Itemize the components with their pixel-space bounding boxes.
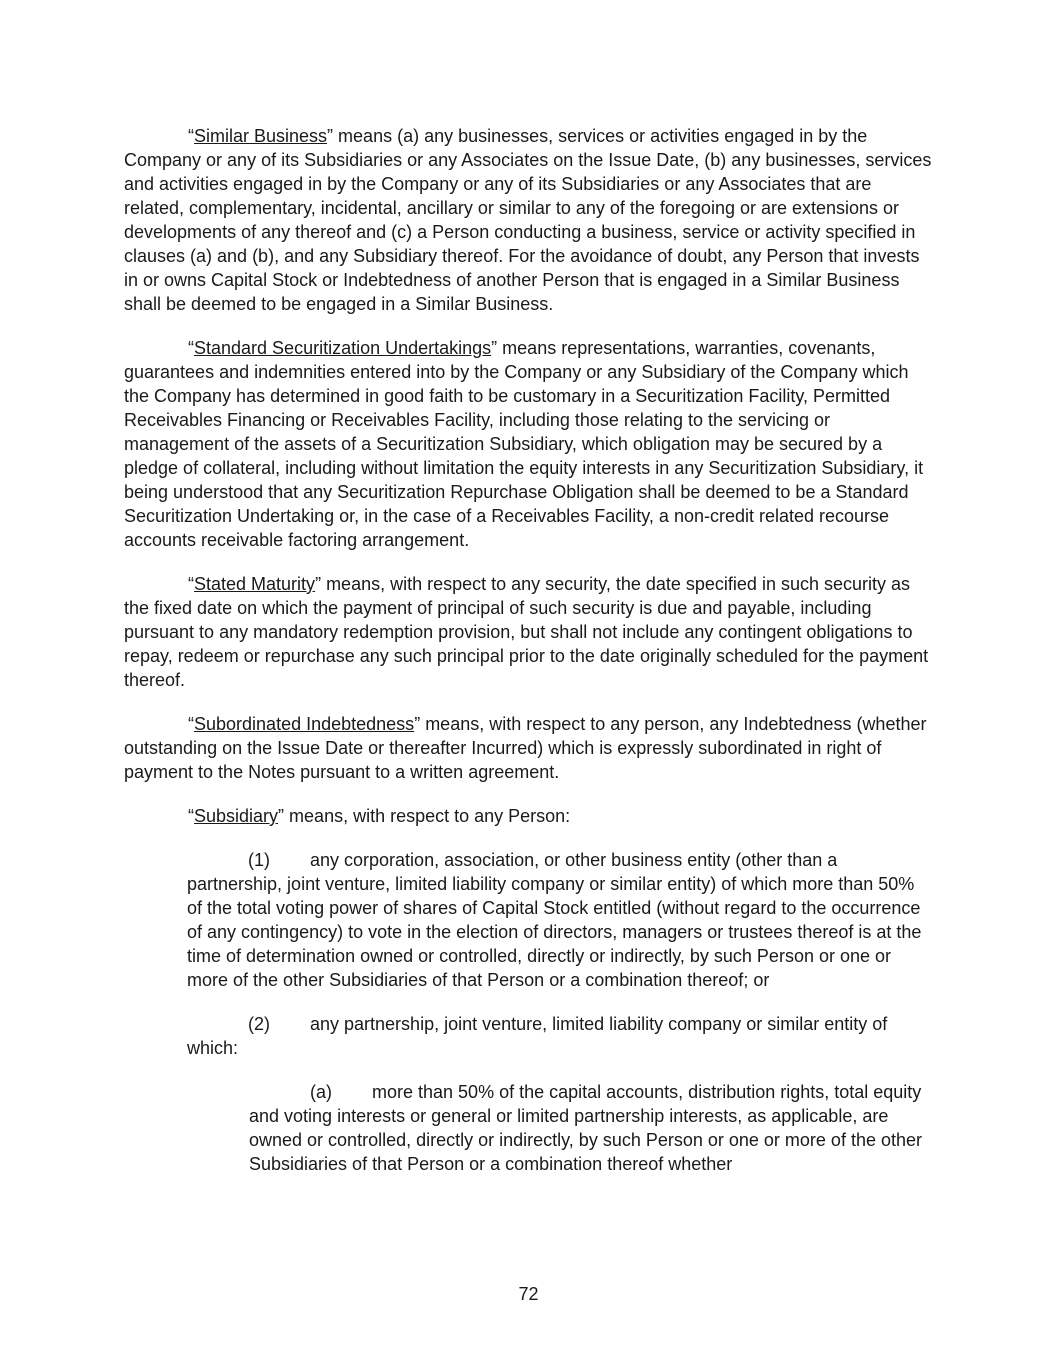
definition-subsidiary [124, 804, 934, 828]
definition-standard-securitization-undertakings [124, 336, 934, 552]
definition-text: means representations, warranties, covenants, guarantees and indemnities entered into by the Company or any Subsidiary of the Company which the Company has determined in good faith to be customary in a Securitization Facility, Permitted Receivables Financing or Receivables Facility, including those relating to the servicing or management of the assets of a Securitization Subsidiary, which obligation may be secured by a pledge of collateral, including without limitation the equity interests in any Securitization Subsidiary, it being understood that any Securitization Repurchase Obligation shall be deemed to be a Standard Securitization Undertaking or, in the case of a Receivables Facility, a non-credit related recourse accounts receivable factoring arrangement. [124, 338, 924, 550]
definition-similar-business [124, 124, 934, 316]
definition-text: means, with respect to any person, any Indebtedness (whether outstanding on the Issue Date or thereafter Incurred) which is expressly subordinated in right of payment to the Notes pursuant to a written agreement. [124, 714, 927, 782]
defined-term: Subsidiary [194, 806, 279, 826]
subsidiary-clause-1 [187, 848, 934, 992]
close-quote: ” [278, 806, 285, 826]
open-quote: “ [188, 126, 194, 146]
close-quote: ” [315, 574, 322, 594]
clause-number: (2) [248, 1014, 270, 1034]
page-number: 72 [518, 1284, 539, 1304]
close-quote: ” [327, 126, 334, 146]
clause-text: any corporation, association, or other business entity (other than a partnership, joint venture, limited liability company or similar entity) of which more than 50% of the total voting power of shares of Capital Stock entitled (without regard to the occurrence of any contingency) to vote in the election of directors, managers or trustees thereof is at the time of determination owned or controlled, directly or indirectly, by such Person or one or more of the other Subsidiaries of that Person or a combination thereof; or [187, 850, 922, 990]
clause-text: any partnership, joint venture, limited liability company or similar entity of which: [187, 1014, 888, 1058]
open-quote: “ [188, 806, 194, 826]
close-quote: ” [414, 714, 421, 734]
defined-term: Similar Business [194, 126, 328, 146]
close-quote: ” [491, 338, 498, 358]
definition-text: means (a) any businesses, services or activities engaged in by the Company or any of its Subsidiaries or any Associates on the Issue Date, (b) any businesses, services and activities engaged in by the Company or any of its Subsidiaries or any Associates that are related, complementary, incidental, ancillary or similar to any of the foregoing or are extensions or developments of any thereof and (c) a Person conducting a business, service or activity specified in clauses (a) and (b), and any Subsidiary thereof. For the avoidance of doubt, any Person that invests in or owns Capital Stock or Indebtedness of another Person that is engaged in a Similar Business shall be deemed to be engaged in a Similar Business. [124, 126, 932, 314]
clause-text: more than 50% of the capital accounts, distribution rights, total equity and voting interests or general or limited partnership interests, as applicable, are owned or controlled, directly or indirectly, by such Person or one or more of the other Subsidiaries of that Person or a combination thereof whether [249, 1082, 922, 1174]
open-quote: “ [188, 574, 194, 594]
definition-text: means, with respect to any security, the date specified in such security as the fixed date on which the payment of principal of such security is due and payable, including pursuant to any mandatory redemption provision, but shall not include any contingent obligations to repay, redeem or repurchase any such principal prior to the date originally scheduled for the payment thereof. [124, 574, 929, 690]
clause-number: (1) [248, 850, 270, 870]
clause-number: (a) [310, 1082, 332, 1102]
definition-text: means, with respect to any Person: [284, 806, 571, 826]
definition-stated-maturity [124, 572, 934, 692]
subsidiary-clause-2a [249, 1080, 934, 1176]
defined-term: Standard Securitization Undertakings [194, 338, 492, 358]
defined-term: Subordinated Indebtedness [194, 714, 415, 734]
document-body [124, 124, 934, 1196]
open-quote: “ [188, 714, 194, 734]
defined-term: Stated Maturity [194, 574, 316, 594]
open-quote: “ [188, 338, 194, 358]
subsidiary-clause-2 [187, 1012, 934, 1060]
definition-subordinated-indebtedness [124, 712, 934, 784]
